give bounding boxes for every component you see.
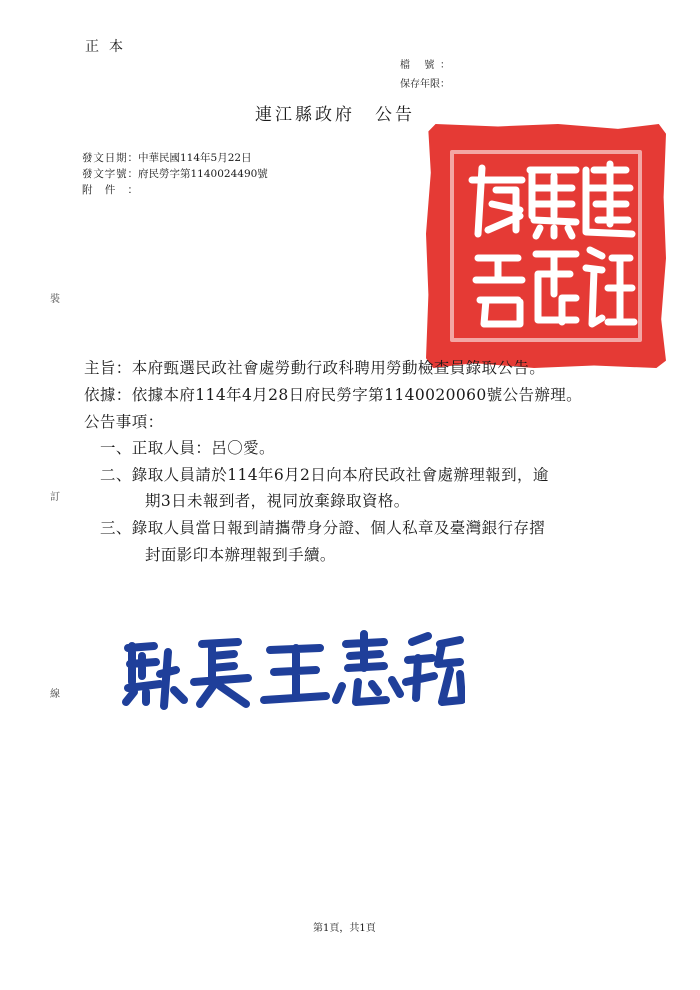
issue-number-label: 發文字號： [82, 168, 138, 180]
matter-item-2: 二、錄取人員請於114年6月2日向本府民政社會處辦理報到，逾 [100, 466, 549, 484]
issue-date-row [82, 150, 252, 165]
issue-date-value: 中華民國114年5月22日 [138, 152, 252, 164]
margin-mark-staple: 訂 [50, 492, 60, 503]
matter-item-3: 三、錄取人員當日報到請攜帶身分證、個人私章及臺灣銀行存摺 [100, 519, 546, 537]
matter-item-2-continued: 期3日未報到者，視同放棄錄取資格。 [145, 492, 410, 510]
signature-brush-strokes [120, 630, 465, 710]
attachment-label: 附件： [82, 184, 138, 196]
retention-row [400, 75, 450, 90]
file-number-row [400, 56, 450, 71]
document-title: 連江縣政府 公告 [255, 105, 415, 125]
retention-label: 保存年限： [400, 79, 450, 90]
seal-glyphs [426, 124, 666, 368]
margin-mark-line: 線 [50, 689, 60, 700]
official-seal-icon [426, 124, 666, 368]
issue-date-label: 發文日期： [82, 152, 138, 164]
basis-line: 依據：依據本府114年4月28日府民勞字第1140020060號公告辦理。 [84, 386, 583, 404]
subject-line: 主旨：本府甄選民政社會處勞動行政科聘用勞動檢查員錄取公告。 [84, 359, 546, 377]
matter-item-1: 一、正取人員：呂〇愛。 [100, 439, 275, 457]
matters-heading: 公告事項： [84, 413, 164, 431]
issue-number-value: 府民勞字第1140024490號 [138, 168, 268, 180]
file-number-label: 檔 號： [400, 60, 450, 71]
copy-label: 正本 [85, 39, 133, 55]
issue-number-row [82, 166, 268, 181]
attachment-row [82, 182, 138, 197]
signature [120, 630, 465, 710]
matter-item-3-continued: 封面影印本辦理報到手續。 [145, 546, 336, 564]
page-number: 第1頁，共1頁 [313, 923, 376, 934]
margin-mark-binding: 裝 [50, 294, 60, 305]
